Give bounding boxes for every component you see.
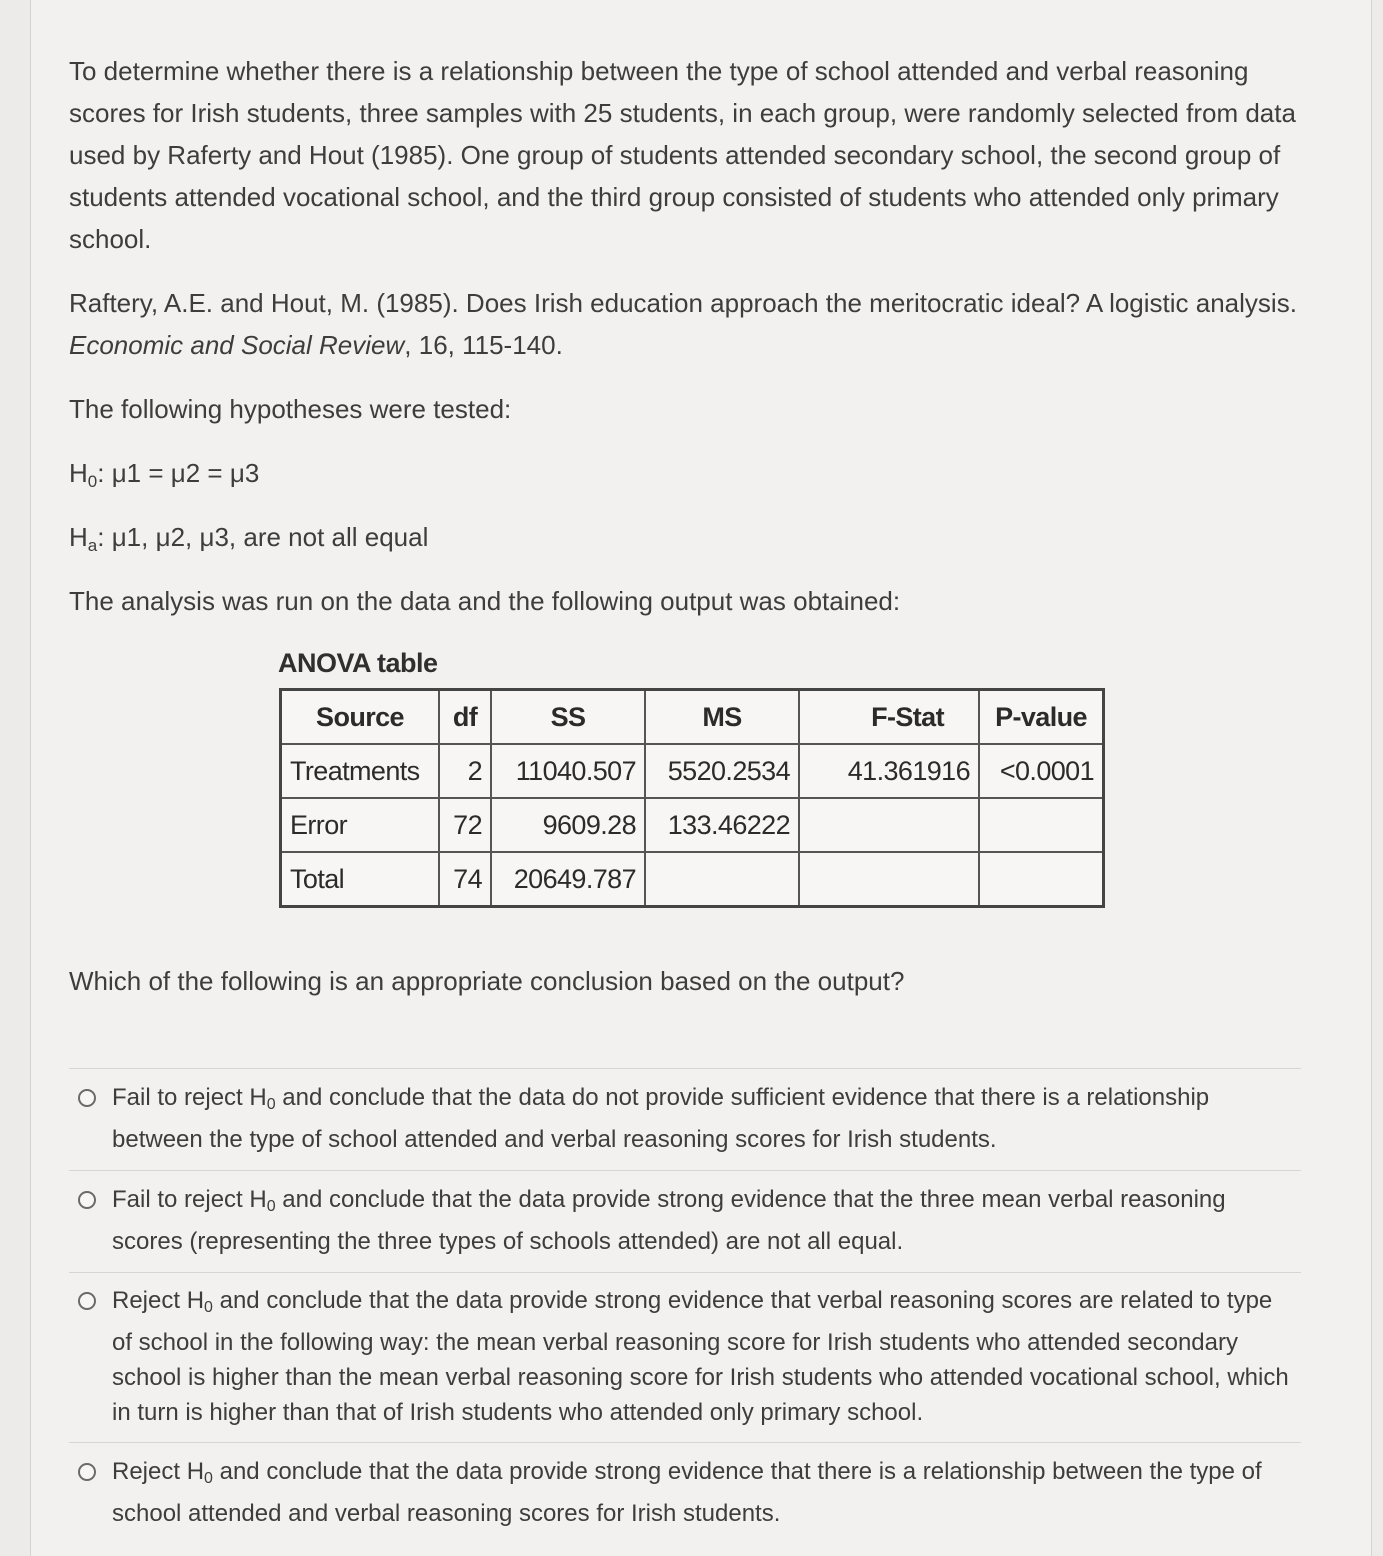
cell-fstat: 41.361916: [799, 744, 979, 798]
divider: [69, 1442, 1301, 1443]
option-text: [112, 1283, 1293, 1430]
option-sub: 0: [266, 1096, 276, 1113]
option-text-b: and conclude that the data provide strong evidence that there is a relationship between the type of school attended and verbal reasoning scores for Irish students.: [112, 1458, 1262, 1527]
h0-label: H: [69, 458, 88, 488]
ha-label: H: [69, 522, 88, 552]
cell-df: 74: [439, 852, 491, 907]
ha-sub: a: [87, 536, 98, 555]
cell-ms: [645, 852, 799, 907]
option-text-a: Reject H: [112, 1287, 205, 1314]
table-row: [281, 852, 1104, 907]
citation-text: Raftery, A.E. and Hout, M. (1985). Does Irish education approach the meritocratic ideal? A logistic analysis.: [69, 288, 1297, 318]
answer-option-1[interactable]: [78, 1080, 1293, 1157]
cell-ss: 9609.28: [491, 798, 645, 852]
analysis-intro: The analysis was run on the data and the following output was obtained:: [69, 586, 901, 616]
option-text: [112, 1454, 1293, 1531]
radio-button-icon[interactable]: [78, 1089, 96, 1107]
cell-source: Error: [281, 798, 440, 852]
table-row: [281, 744, 1104, 798]
cell-df: 72: [439, 798, 491, 852]
header-source: Source: [281, 690, 440, 745]
anova-title: ANOVA table: [278, 648, 438, 678]
citation-journal: Economic and Social Review: [69, 330, 405, 360]
cell-ms: 133.46222: [645, 798, 799, 852]
ha-statement: : μ1, μ2, μ3, are not all equal: [97, 522, 429, 552]
cell-df: 2: [439, 744, 491, 798]
header-ss: SS: [491, 690, 645, 745]
alt-hypothesis: [69, 522, 428, 556]
header-ms: MS: [645, 690, 799, 745]
answer-option-4[interactable]: [78, 1454, 1293, 1531]
divider: [69, 1068, 1301, 1069]
divider: [69, 1272, 1301, 1273]
cell-ss: 11040.507: [491, 744, 645, 798]
radio-button-icon[interactable]: [78, 1191, 96, 1209]
h0-statement: : μ1 = μ2 = μ3: [97, 458, 260, 488]
citation: [69, 282, 1299, 366]
option-text: [112, 1080, 1293, 1157]
cell-fstat: [799, 798, 979, 852]
cell-fstat: [799, 852, 979, 907]
header-fstat: F-Stat: [799, 690, 979, 745]
intro-text: To determine whether there is a relationship between the type of school attended and verbal reasoning scores for Irish students, three samples with 25 students, in each group, were randomly selected from data used by Raferty and Hout (1985). One group of students attended secondary school, the second group of students attended vocational school, and the third group consisted of students who attended only primary school.: [69, 56, 1296, 254]
radio-button-icon[interactable]: [78, 1292, 96, 1310]
option-text-b: and conclude that the data provide strong evidence that the three mean verbal reasoning scores (representing the three types of schools attended) are not all equal.: [112, 1186, 1226, 1255]
hypotheses-intro: The following hypotheses were tested:: [69, 394, 512, 424]
question-prompt: Which of the following is an appropriate conclusion based on the output?: [69, 966, 905, 996]
cell-source: Treatments: [281, 744, 440, 798]
radio-button-icon[interactable]: [78, 1463, 96, 1481]
divider: [69, 1170, 1301, 1171]
option-text-a: Fail to reject H: [112, 1084, 267, 1111]
option-text-a: Reject H: [112, 1458, 205, 1485]
table-row: [281, 798, 1104, 852]
cell-source: Total: [281, 852, 440, 907]
option-sub: 0: [204, 1299, 213, 1316]
intro-paragraph: [69, 50, 1299, 260]
answer-option-2[interactable]: [78, 1182, 1293, 1259]
cell-pvalue: [979, 798, 1104, 852]
h0-sub: 0: [87, 472, 98, 491]
citation-suffix: , 16, 115-140.: [404, 330, 563, 360]
option-text: [112, 1182, 1293, 1259]
cell-ms: 5520.2534: [645, 744, 799, 798]
option-text-b: and conclude that the data provide strong evidence that verbal reasoning scores are related to type of school in the following way: the mean verbal reasoning score for Irish students who attended secondary school is higher than the mean verbal reasoning score for Irish students who attended vocational school, which in turn is higher than that of Irish students who attended only primary school.: [112, 1287, 1289, 1426]
option-text-a: Fail to reject H: [112, 1186, 267, 1213]
option-sub: 0: [266, 1198, 276, 1215]
cell-pvalue: <0.0001: [979, 744, 1104, 798]
option-text-b: and conclude that the data do not provide sufficient evidence that there is a relationship between the type of school attended and verbal reasoning scores for Irish students.: [112, 1084, 1210, 1153]
option-sub: 0: [204, 1470, 213, 1487]
header-pvalue: P-value: [979, 690, 1104, 745]
answer-option-3[interactable]: [78, 1283, 1293, 1430]
cell-pvalue: [979, 852, 1104, 907]
header-df: df: [439, 690, 491, 745]
null-hypothesis: [69, 458, 259, 492]
cell-ss: 20649.787: [491, 852, 645, 907]
anova-table: [279, 688, 1105, 908]
anova-header-row: [281, 690, 1104, 745]
